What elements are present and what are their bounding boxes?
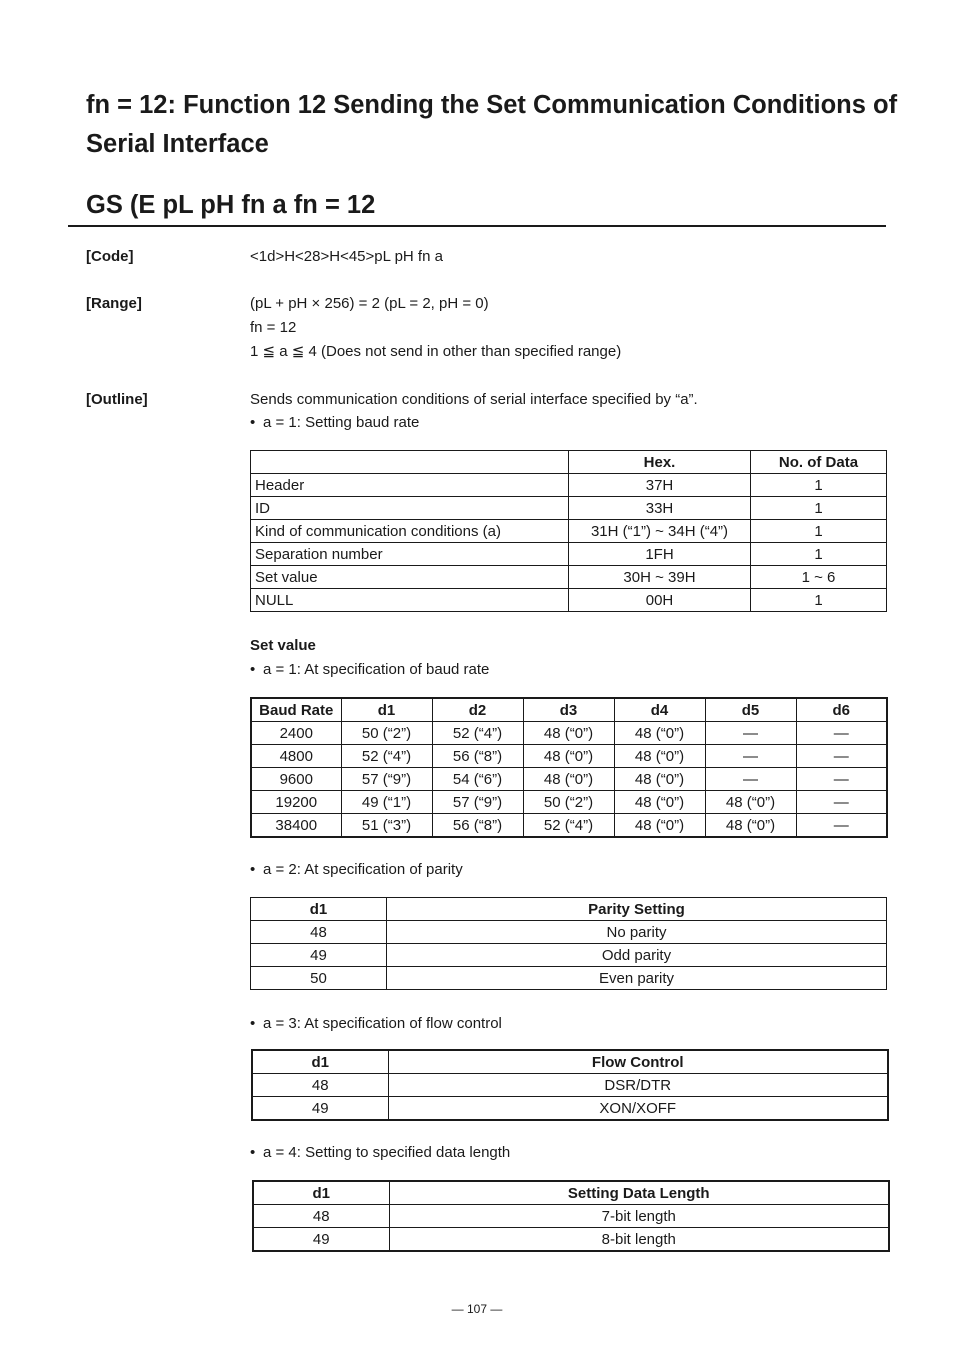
bullet-length <box>250 1144 510 1161</box>
table-cell: 52 (“4”) <box>523 814 614 838</box>
table-row <box>251 543 887 566</box>
table-cell: 1 <box>751 520 887 543</box>
table-cell: 49 <box>253 1228 389 1252</box>
table-cell: Header <box>251 474 569 497</box>
table-cell: 50 (“2”) <box>523 791 614 814</box>
table-header: Baud Rate <box>251 698 341 722</box>
table-cell: 1 <box>751 474 887 497</box>
table-row <box>251 921 887 944</box>
table-cell: Even parity <box>387 967 887 990</box>
bullet-text: a = 4: Setting to specified data length <box>263 1144 511 1161</box>
table-cell: Odd parity <box>387 944 887 967</box>
table-cell: ID <box>251 497 569 520</box>
table-cell: — <box>796 768 887 791</box>
table-header-row <box>251 698 887 722</box>
table-cell: XON/XOFF <box>388 1097 888 1121</box>
table-row <box>251 497 887 520</box>
table-cell: 57 (“9”) <box>341 768 432 791</box>
table-cell: 8-bit length <box>389 1228 889 1252</box>
table-cell: NULL <box>251 589 569 612</box>
table-cell: 48 (“0”) <box>614 814 705 838</box>
table-cell: 9600 <box>251 768 341 791</box>
table-cell: — <box>705 745 796 768</box>
table-cell: 49 <box>251 944 387 967</box>
table-cell: 1 ~ 6 <box>751 566 887 589</box>
code-value: <1d>H<28>H<45>pL pH fn a <box>250 248 443 265</box>
table-row <box>253 1228 889 1252</box>
range-label: [Range] <box>86 295 142 312</box>
table-cell: 56 (“8”) <box>432 745 523 768</box>
table-cell: 48 <box>251 921 387 944</box>
table-header: d1 <box>251 898 387 921</box>
table-cell: 2400 <box>251 722 341 745</box>
table-cell: 00H <box>569 589 751 612</box>
table-header: No. of Data <box>751 451 887 474</box>
heading-rule <box>68 225 886 227</box>
table-cell: 49 <box>252 1097 388 1121</box>
bullet-dot: • <box>250 661 256 678</box>
baud-rate-table <box>250 697 888 838</box>
table-header-row <box>253 1181 889 1205</box>
bullet-text: a = 1: Setting baud rate <box>263 414 420 431</box>
table-cell: DSR/DTR <box>388 1074 888 1097</box>
set-value-heading: Set value <box>250 637 316 654</box>
table-cell: 48 (“0”) <box>614 768 705 791</box>
table-cell: Separation number <box>251 543 569 566</box>
table-row <box>251 474 887 497</box>
table-cell: Kind of communication conditions (a) <box>251 520 569 543</box>
range-line: 1 ≦ a ≦ 4 (Does not send in other than specified range) <box>250 343 622 360</box>
table-row <box>252 1097 888 1121</box>
bullet-text: a = 1: At specification of baud rate <box>263 661 490 678</box>
table-row <box>251 791 887 814</box>
page-number: — 107 — <box>451 1302 503 1316</box>
table-cell: 38400 <box>251 814 341 838</box>
parity-table <box>250 897 887 990</box>
range-line: (pL + pH × 256) = 2 (pL = 2, pH = 0) <box>250 295 489 312</box>
bullet-dot: • <box>250 414 256 431</box>
table-cell: 48 (“0”) <box>705 814 796 838</box>
bullet-a1 <box>250 414 419 431</box>
bullet-baud <box>250 661 489 678</box>
table-cell: Set value <box>251 566 569 589</box>
table-cell: 4800 <box>251 745 341 768</box>
table-row <box>251 967 887 990</box>
table-cell: 1 <box>751 543 887 566</box>
table-header: d1 <box>341 698 432 722</box>
table-cell: 33H <box>569 497 751 520</box>
table-cell: 49 (“1”) <box>341 791 432 814</box>
table-cell: — <box>796 745 887 768</box>
table-cell: 48 (“0”) <box>614 791 705 814</box>
table-header: Setting Data Length <box>389 1181 889 1205</box>
table-row <box>252 1074 888 1097</box>
bullet-flow <box>250 1015 502 1032</box>
table-cell: — <box>796 722 887 745</box>
bullet-dot: • <box>250 1144 256 1161</box>
table-cell: 30H ~ 39H <box>569 566 751 589</box>
table-cell: 57 (“9”) <box>432 791 523 814</box>
table-row <box>251 814 887 838</box>
table-cell: 1 <box>751 589 887 612</box>
table-cell: 1FH <box>569 543 751 566</box>
outline-label: [Outline] <box>86 391 148 408</box>
data-length-table <box>252 1180 890 1252</box>
table-row <box>251 944 887 967</box>
table-cell: — <box>796 791 887 814</box>
table-cell: 56 (“8”) <box>432 814 523 838</box>
table-cell: No parity <box>387 921 887 944</box>
table-row <box>251 722 887 745</box>
table-header: d3 <box>523 698 614 722</box>
table-header: d5 <box>705 698 796 722</box>
bullet-dot: • <box>250 861 256 878</box>
range-line: fn = 12 <box>250 319 297 336</box>
bullet-text: a = 3: At specification of flow control <box>263 1015 502 1032</box>
range-text <box>250 292 621 364</box>
table-cell: 1 <box>751 497 887 520</box>
table-cell: — <box>705 768 796 791</box>
table-header-row <box>251 451 887 474</box>
table-cell: — <box>796 814 887 838</box>
flow-control-table <box>251 1049 889 1121</box>
bullet-dot: • <box>250 1015 256 1032</box>
table-header: Flow Control <box>388 1050 888 1074</box>
table-cell: 50 (“2”) <box>341 722 432 745</box>
table-cell: 52 (“4”) <box>432 722 523 745</box>
title-line-1: fn = 12: Function 12 Sending the Set Communication Conditions of <box>86 91 898 119</box>
table-row <box>251 768 887 791</box>
command-heading: GS (E pL pH fn a fn = 12 <box>86 191 376 219</box>
table-cell: 48 <box>252 1074 388 1097</box>
table-header: d4 <box>614 698 705 722</box>
data-structure-table <box>250 450 887 612</box>
table-header <box>251 451 569 474</box>
outline-text: Sends communication conditions of serial interface specified by “a”. <box>250 391 698 408</box>
bullet-parity <box>250 861 463 878</box>
table-header-row <box>252 1050 888 1074</box>
table-header: Hex. <box>569 451 751 474</box>
table-header: d1 <box>252 1050 388 1074</box>
table-cell: 37H <box>569 474 751 497</box>
title-line-2: Serial Interface <box>86 130 269 158</box>
table-row <box>251 745 887 768</box>
table-header: d6 <box>796 698 887 722</box>
table-cell: 48 (“0”) <box>523 768 614 791</box>
table-cell: 54 (“6”) <box>432 768 523 791</box>
table-cell: 48 (“0”) <box>523 745 614 768</box>
table-cell: 48 (“0”) <box>614 745 705 768</box>
table-header: d1 <box>253 1181 389 1205</box>
table-header: Parity Setting <box>387 898 887 921</box>
table-row <box>251 520 887 543</box>
table-cell: 19200 <box>251 791 341 814</box>
table-cell: 48 <box>253 1205 389 1228</box>
table-row <box>251 566 887 589</box>
table-cell: 51 (“3”) <box>341 814 432 838</box>
table-cell: 7-bit length <box>389 1205 889 1228</box>
table-cell: 48 (“0”) <box>523 722 614 745</box>
table-cell: 50 <box>251 967 387 990</box>
table-cell: 48 (“0”) <box>705 791 796 814</box>
page-title <box>86 86 906 164</box>
table-cell: — <box>705 722 796 745</box>
table-row <box>253 1205 889 1228</box>
code-label: [Code] <box>86 248 134 265</box>
table-cell: 31H (“1”) ~ 34H (“4”) <box>569 520 751 543</box>
table-cell: 52 (“4”) <box>341 745 432 768</box>
table-row <box>251 589 887 612</box>
table-header: d2 <box>432 698 523 722</box>
table-header-row <box>251 898 887 921</box>
bullet-text: a = 2: At specification of parity <box>263 861 463 878</box>
table-cell: 48 (“0”) <box>614 722 705 745</box>
